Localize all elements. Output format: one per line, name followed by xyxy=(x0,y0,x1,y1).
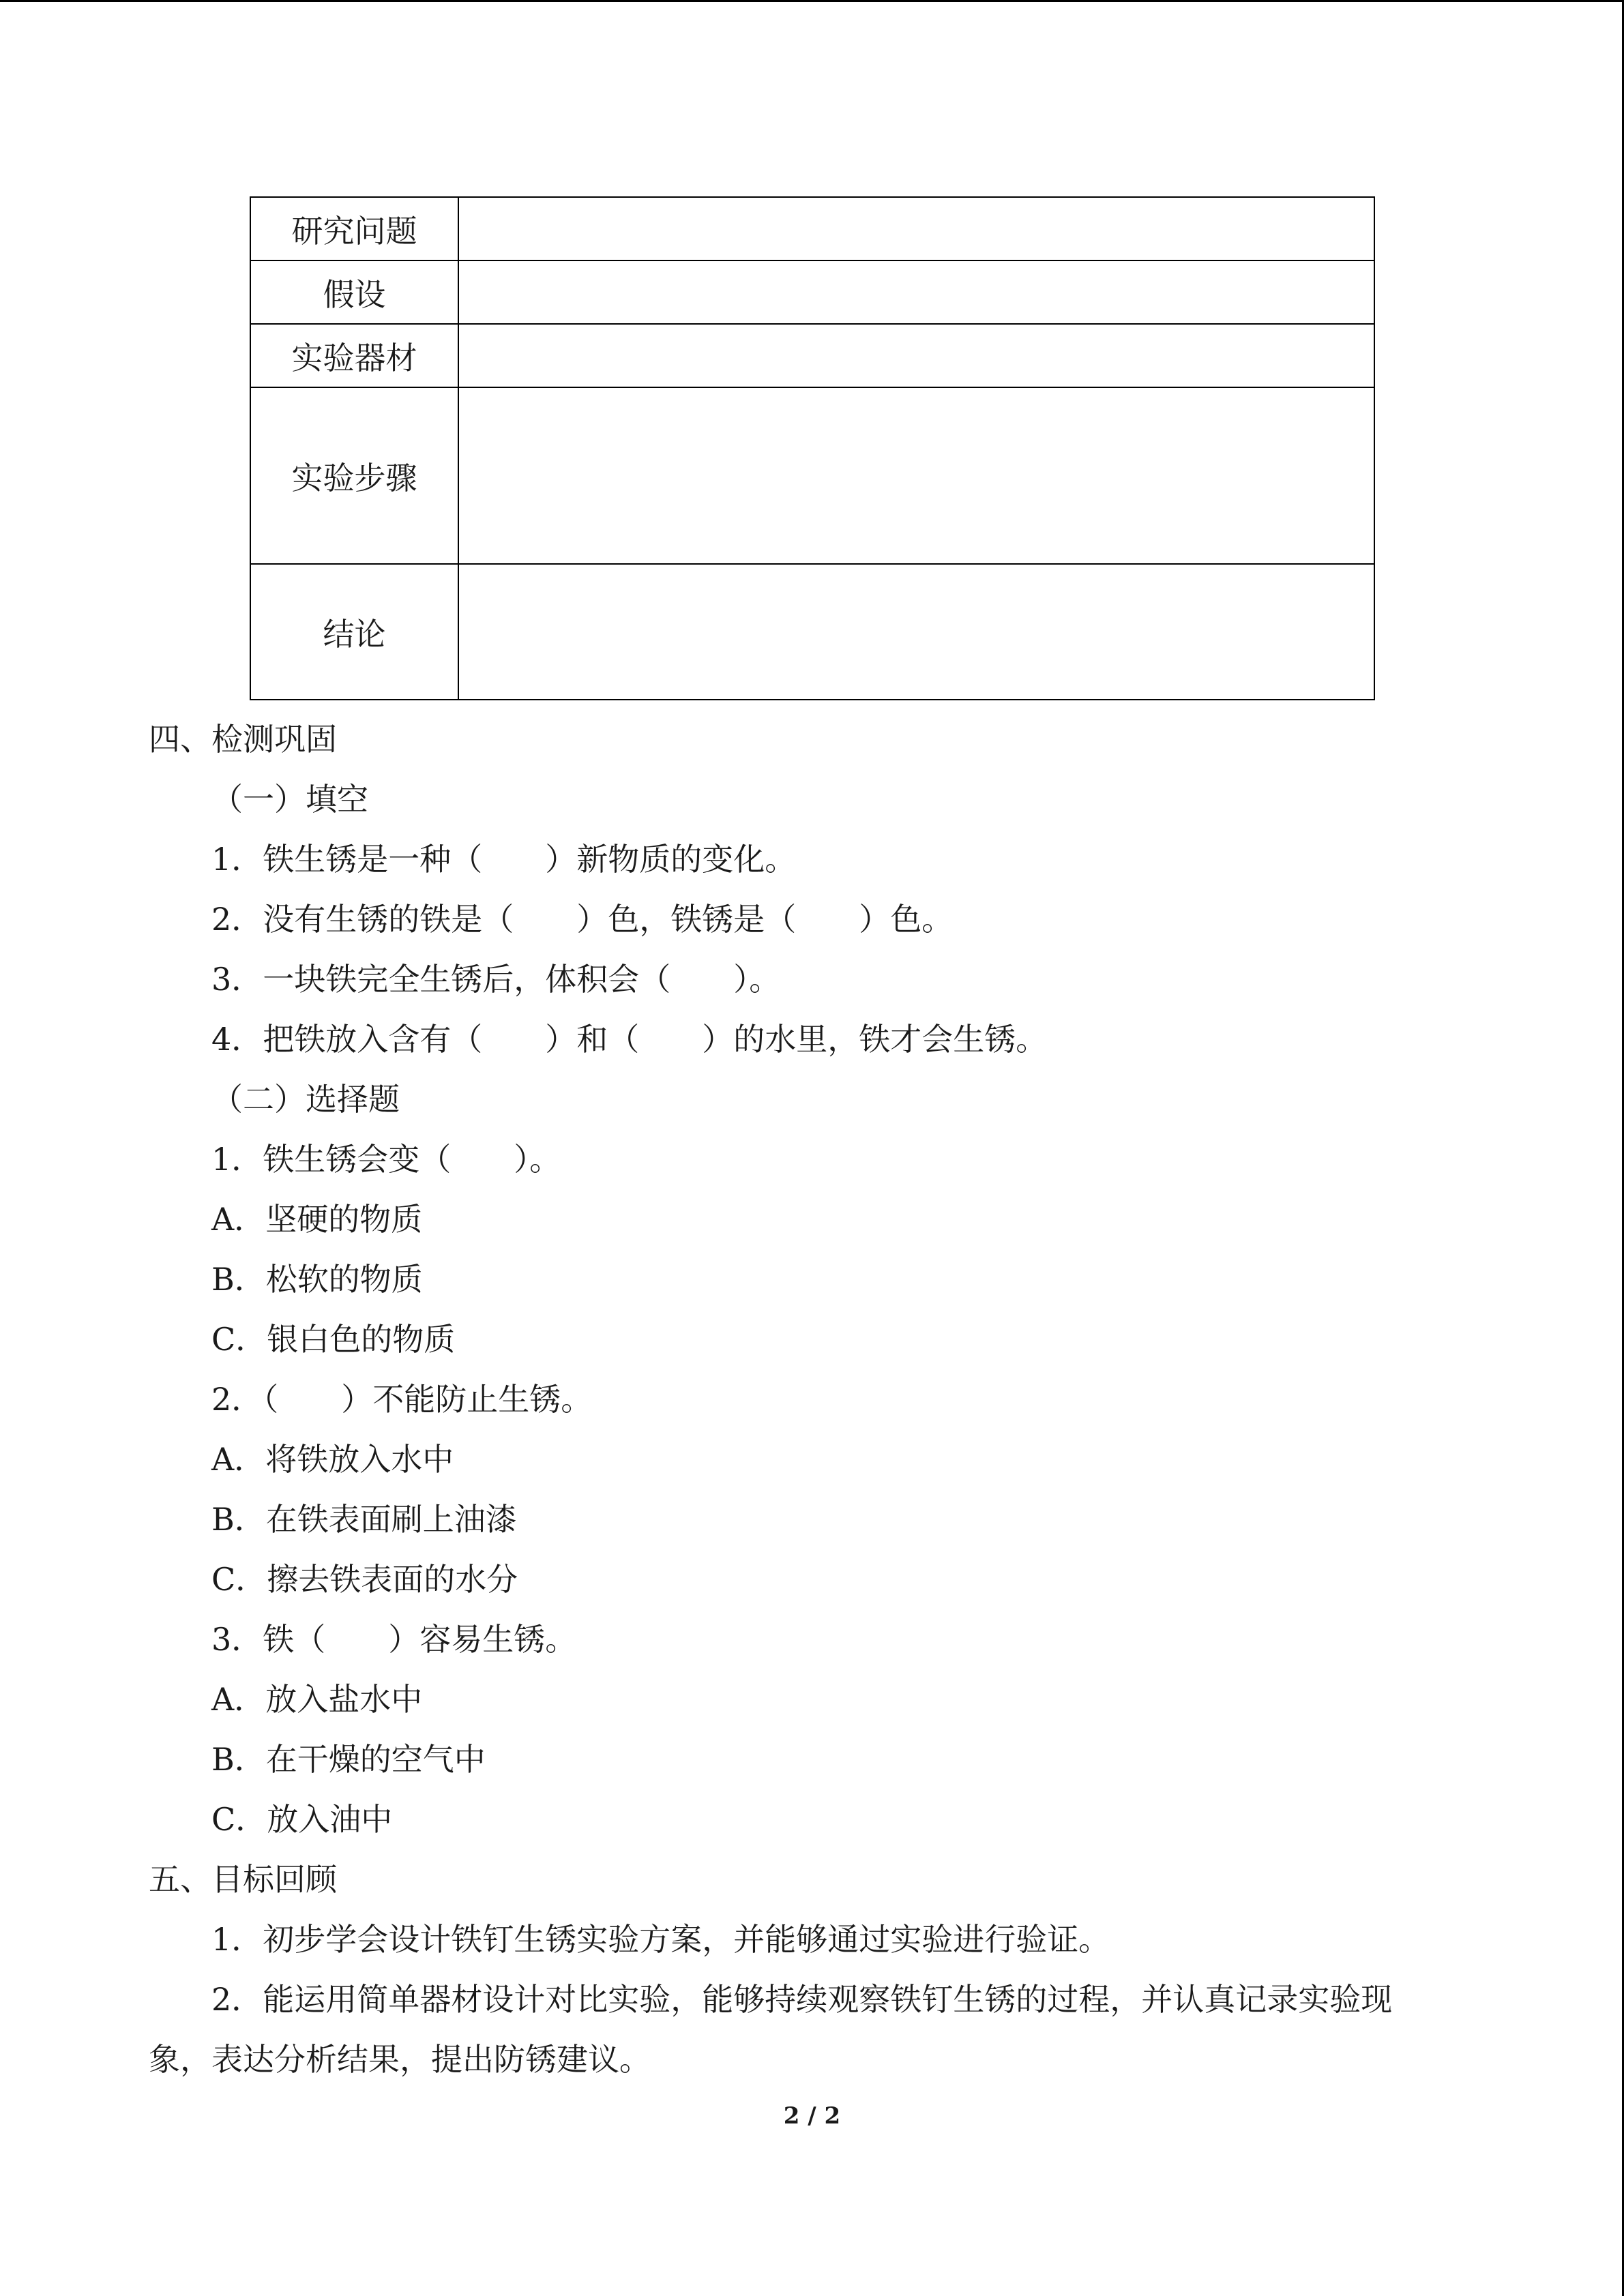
row-label-question: 研究问题 xyxy=(250,197,458,260)
section-5-heading: 五、目标回顾 xyxy=(149,1861,337,1898)
fill-question-3: 3．一块铁完全生锈后，体积会（ ）。 xyxy=(211,961,781,998)
row-value-conclusion[interactable] xyxy=(458,564,1374,700)
choice-question-3: 3．铁（ ）容易生锈。 xyxy=(211,1621,577,1658)
fill-question-4: 4．把铁放入含有（ ）和（ ）的水里，铁才会生锈。 xyxy=(211,1021,1048,1058)
experiment-table xyxy=(250,196,1375,700)
choice-q3-option-a: A．放入盐水中 xyxy=(211,1681,423,1718)
page-number: 2 / 2 xyxy=(783,2102,841,2130)
fill-question-1: 1．铁生锈是一种（ ）新物质的变化。 xyxy=(211,841,797,878)
choice-q1-option-c: C．银白色的物质 xyxy=(211,1321,456,1358)
choice-q3-option-b: B．在干燥的空气中 xyxy=(211,1741,486,1778)
choice-q3-option-c: C．放入油中 xyxy=(211,1801,393,1838)
fill-blank-heading: （一）填空 xyxy=(211,781,368,818)
choice-q2-option-a: A．将铁放入水中 xyxy=(211,1441,454,1478)
goal-item-2-line-2: 象，表达分析结果，提出防锈建议。 xyxy=(149,2041,651,2078)
row-label-conclusion: 结论 xyxy=(250,564,458,700)
choice-q1-option-a: A．坚硬的物质 xyxy=(211,1201,423,1238)
row-label-steps: 实验步骤 xyxy=(250,387,458,564)
table-row xyxy=(250,324,1374,387)
table-row xyxy=(250,260,1374,324)
choice-q2-option-c: C．擦去铁表面的水分 xyxy=(211,1561,518,1598)
table-row xyxy=(250,564,1374,700)
section-4-heading: 四、检测巩固 xyxy=(149,721,337,758)
row-value-steps[interactable] xyxy=(458,387,1374,564)
row-value-hypothesis[interactable] xyxy=(458,260,1374,324)
goal-item-1: 1．初步学会设计铁钉生锈实验方案，并能够通过实验进行验证。 xyxy=(211,1921,1110,1958)
row-label-hypothesis: 假设 xyxy=(250,260,458,324)
choice-question-1: 1．铁生锈会变（ ）。 xyxy=(211,1141,561,1178)
fill-question-2: 2．没有生锈的铁是（ ）色，铁锈是（ ）色。 xyxy=(211,901,954,938)
choice-q1-option-b: B．松软的物质 xyxy=(211,1261,423,1298)
table-row xyxy=(250,197,1374,260)
goal-item-2-line-1: 2．能运用简单器材设计对比实验，能够持续观察铁钉生锈的过程，并认真记录实验现 xyxy=(211,1981,1393,2018)
choice-heading: （二）选择题 xyxy=(211,1081,400,1118)
row-label-materials: 实验器材 xyxy=(250,324,458,387)
choice-q2-option-b: B．在铁表面刷上油漆 xyxy=(211,1501,517,1538)
row-value-question[interactable] xyxy=(458,197,1374,260)
table-row xyxy=(250,387,1374,564)
row-value-materials[interactable] xyxy=(458,324,1374,387)
choice-question-2: 2．（ ）不能防止生锈。 xyxy=(211,1381,593,1418)
